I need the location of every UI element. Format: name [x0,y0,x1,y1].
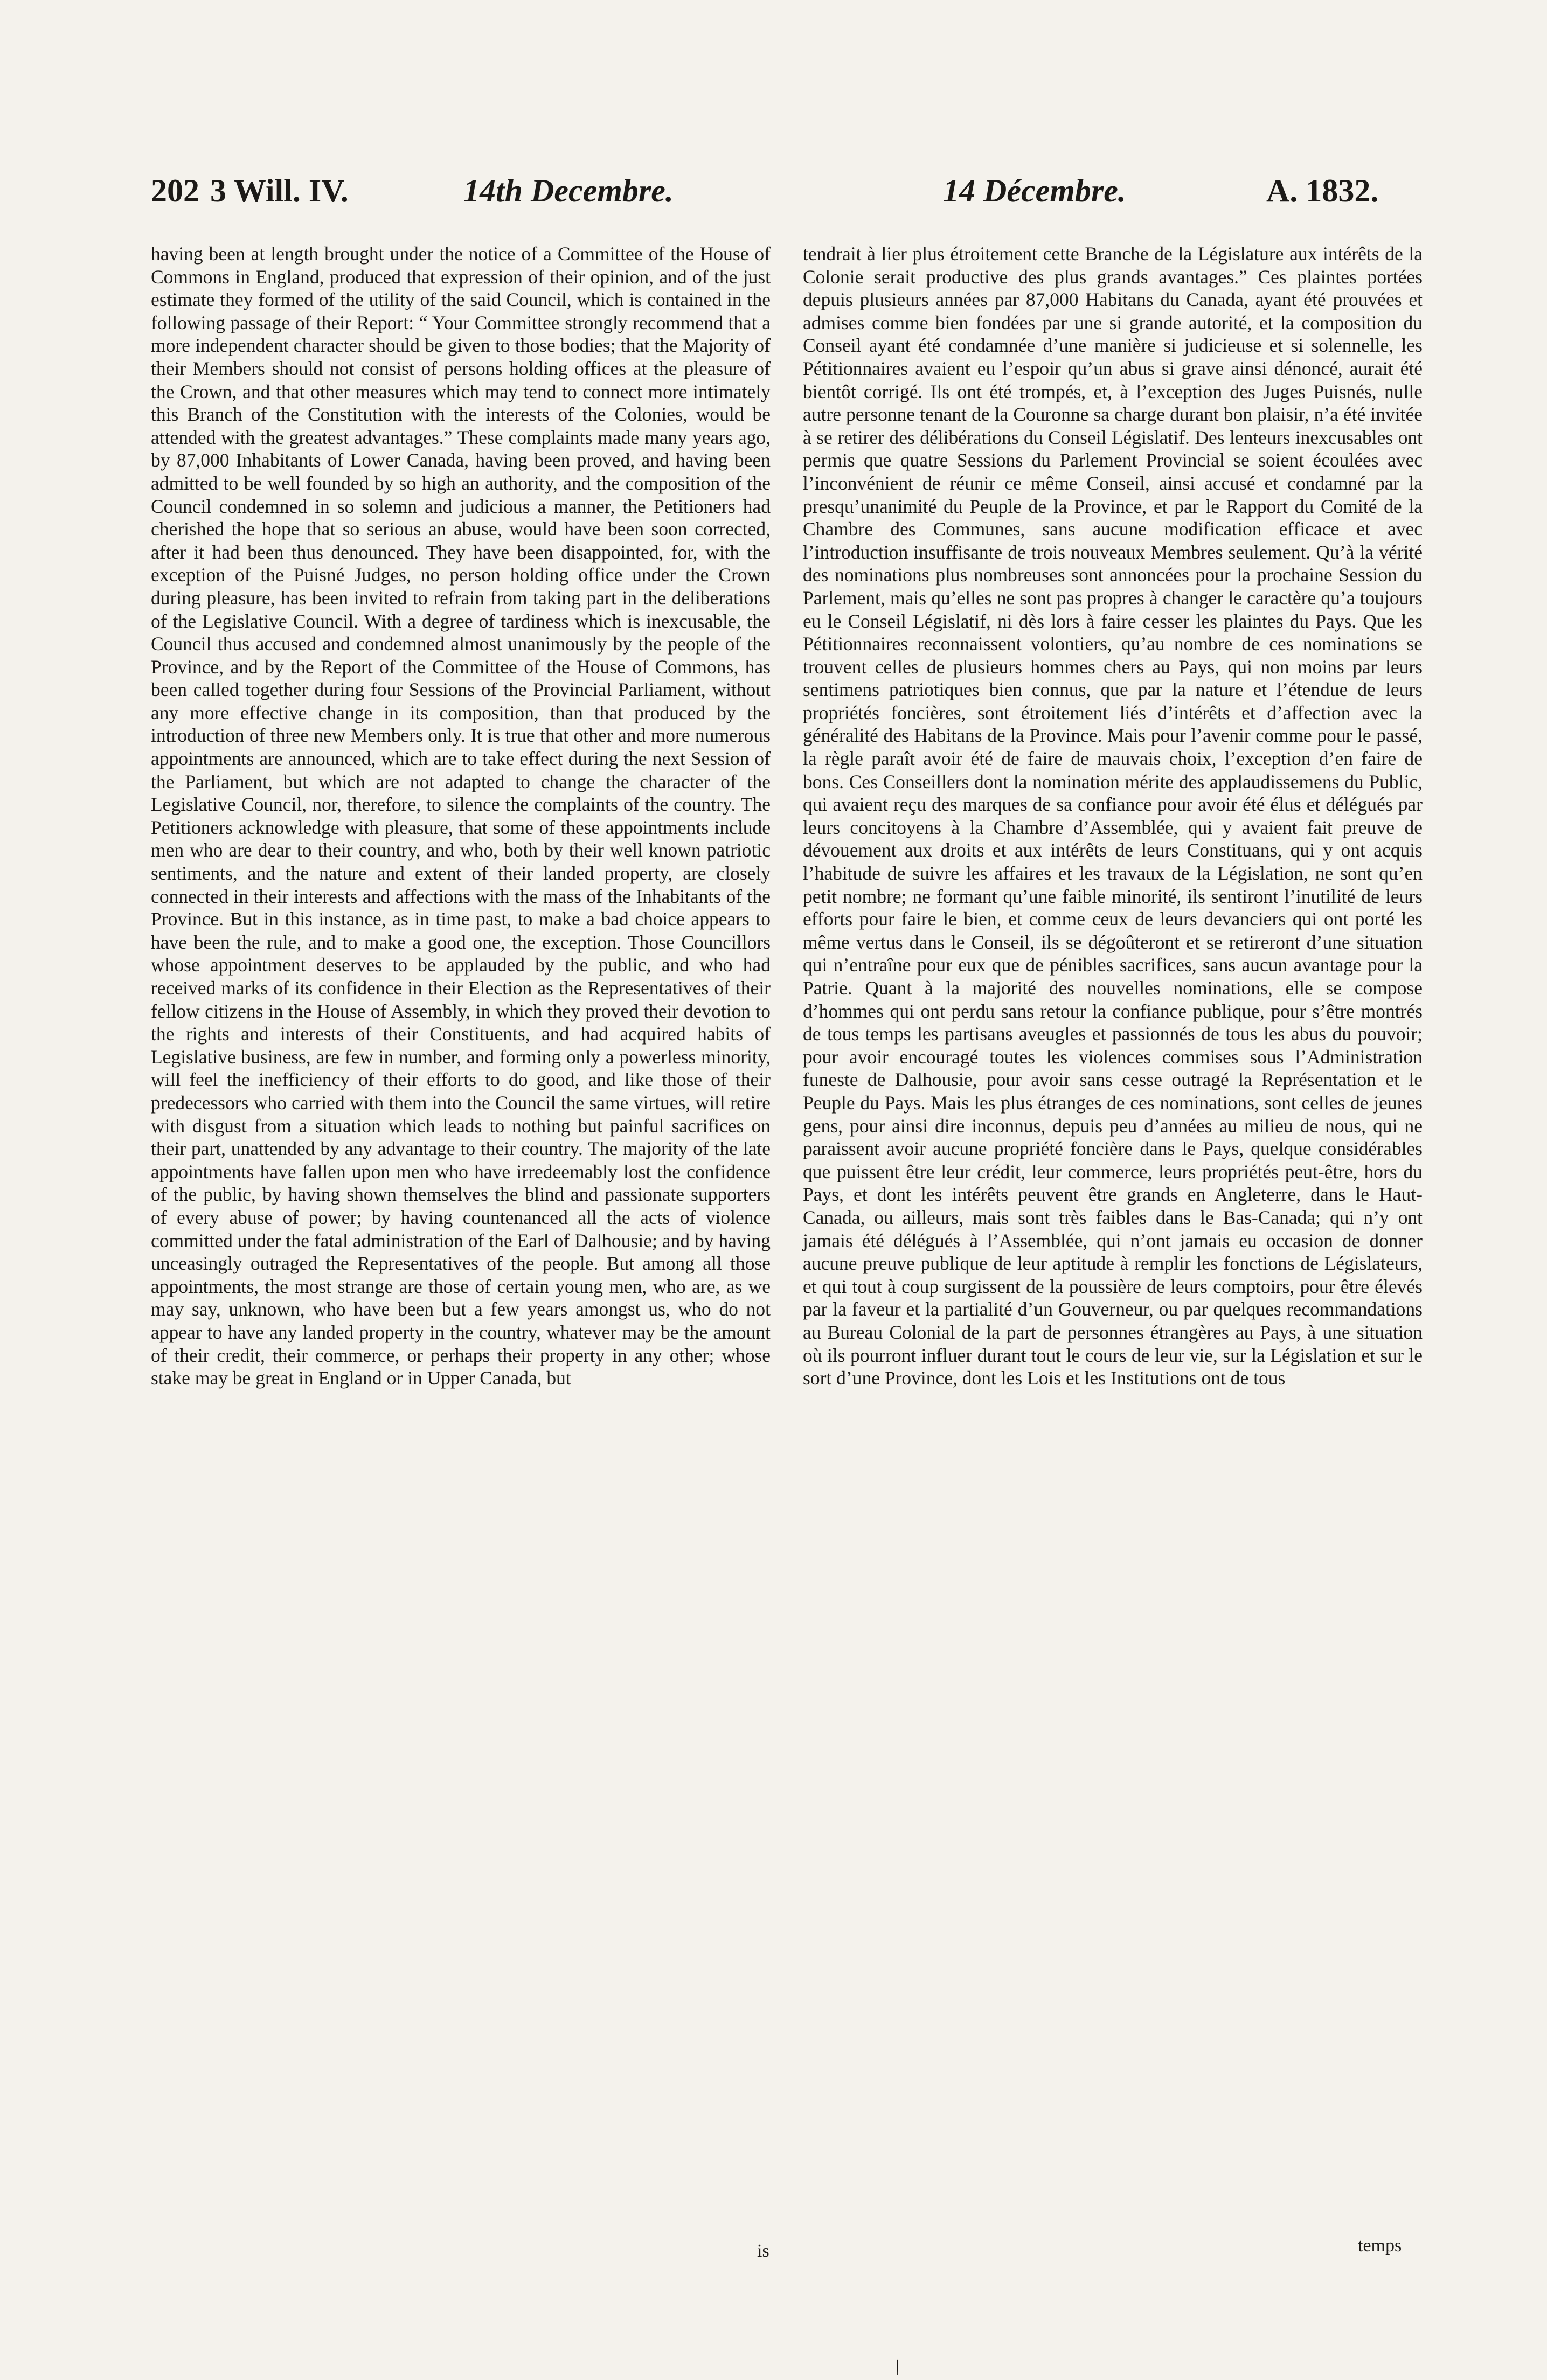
document-page [151,162,1439,2379]
year: A. 1832. [1266,173,1379,208]
date-english: 14th Decembre. [463,173,674,208]
french-column [803,242,1423,1390]
english-paragraph: having been at length brought under the notice of a Committee of the House of Commons in England, produced that expression of their opinion, and of the just estimate they formed of the utility of the said Council, which is contained in the following passage of their Report: “ Your Committee strongly recommend that a more independent character should be given to those bodies; that the Majority of their Members should not consist of persons holding offices at the pleasure of the Crown, and that other measures which may tend to connect more intimately this Branch of the Constitution with the interests of the Colonies, would be attended with the greatest advantages.” These complaints made many years ago, by 87,000 Inhabitants of Lower Canada, having been proved, and having been admitted to be well founded by so high an authority, and the composition of the Council condemned in so solemn and judicious a manner, the Petitioners had cherished the hope that so serious an abuse, would have been soon corrected, after it had been thus denounced. They have been disappointed, for, with the exception of the Puisné Judges, no person holding office under the Crown during pleasure, has been invited to refrain from taking part in the deliberations of the Legislative Council. With a degree of tardiness which is inexcusable, the Council thus accused and condemned almost unanimously by the people of the Province, and by the Report of the Committee of the House of Commons, has been called together during four Sessions of the Provincial Parliament, without any more effective change in its composition, than that produced by the introduction of three new Members only. It is true that other and more numerous appointments are announced, which are to take effect during the next Session of the Parliament, but which are not adapted to change the character of the Legislative Council, nor, therefore, to silence the complaints of the country. The Petitioners acknowledge with pleasure, that some of these appointments include men who are dear to their country, and who, both by their well known patriotic sentiments, and the nature and extent of their landed property, are closely connected in their interests and affections with the mass of the Inhabitants of the Province. But in this instance, as in time past, to make a bad choice appears to have been the rule, and to make a good one, the exception. Those Councillors whose appointment deserves to be applauded by the public, and who had received marks of its confidence in their Election as the Representatives of their fellow citizens in the House of Assembly, in which they proved their devotion to the rights and interests of their Constituents, and had acquired habits of Legislative business, are few in number, and forming only a powerless minority, will feel the inefficiency of their efforts to do good, and like those of their predecessors who carried with them into the Council the same virtues, will retire with disgust from a situation which leads to nothing but painful sacrifices on their part, unattended by any advantage to their country. The majority of the late appointments have fallen upon men who have irredeemably lost the confidence of the public, by having shown themselves the blind and passionate supporters of every abuse of power; by having countenanced all the acts of violence committed under the fatal administration of the Earl of Dalhousie; and by having unceasingly outraged the Representatives of the people. But among all those appointments, the most strange are those of certain young men, who are, as we may say, unknown, who have been but a few years amongst us, who do not appear to have any landed property in the country, whatever may be the amount of their credit, their commerce, or perhaps their property in any other; whose stake may be great in England or in Upper Canada, but [151,243,771,1389]
english-catchword: is [757,2241,769,2261]
regnal-year: 3 Will. IV. [210,173,349,208]
page-number: 202 [151,173,199,208]
french-catchword: temps [1358,2236,1402,2256]
english-column [151,242,771,1390]
running-header [151,162,1439,221]
date-french: 14 Décembre. [943,173,1126,208]
french-paragraph: tendrait à lier plus étroitement cette Branche de la Législature aux intérêts de la Colonie serait productive des plus grands avantages.” Ces plaintes portées depuis plusieurs années par 87,000 Habitans du Canada, ayant été prouvées et admises comme bien fondées par une si grande autorité, et la composition du Conseil ayant été condamnée d’une manière si judicieuse et si solennelle, les Pétitionnaires avaient eu l’espoir qu’un abus si grave ainsi dénoncé, aurait été bientôt corrigé. Ils ont été trompés, et, à l’exception des Juges Puisnés, nulle autre personne tenant de la Couronne sa charge durant bon plaisir, n’a été invitée à se retirer des délibérations du Conseil Législatif. Des lenteurs inexcusables ont permis que quatre Sessions du Parlement Provincial se soient écoulées avec l’inconvénient de réunir ce même Conseil, ainsi accusé et condamné par la presqu’unanimité du Peuple de la Province, et par le Rapport du Comité de la Chambre des Communes, sans aucune modification efficace et avec l’introduction insuffisante de trois nouveaux Membres seulement. Qu’à la vérité des nominations plus nombreuses sont annoncées pour la prochaine Session du Parlement, mais qu’elles ne sont pas propres à changer le caractère qu’a toujours eu le Conseil Législatif, ni dès lors à faire cesser les plaintes du Pays. Que les Pétitionnaires reconnaissent volontiers, qu’au nombre de ces nominations se trouvent celles de plusieurs hommes chers au Pays, qui non moins par leurs sentimens patriotiques bien connus, que par la nature et l’étendue de leurs propriétés foncières, sont étroitement liés d’intérêts et d’affection avec la généralité des Habitans de la Province. Mais pour l’avenir comme pour le passé, la règle paraît avoir été de faire de mauvais choix, l’exception d’en faire de bons. Ces Conseillers dont la nomination mérite des applaudissemens du Public, qui avaient reçu des marques de sa confiance pour avoir été élus et délégués par leurs concitoyens à la Chambre d’Assemblée, qui y avaient fait preuve de dévouement aux droits et aux intérêts de leurs Constituans, qui y ont acquis l’habitude de suivre les affaires et les travaux de la Législation, ne sont qu’en petit nombre; ne formant qu’une faible minorité, ils sentiront l’inutilité de leurs efforts pour faire le bien, et comme ceux de leurs devanciers qui ont porté les même vertus dans le Conseil, ils se dégoûteront et se retireront d’une situation qui n’entraîne pour eux que de pénibles sacrifices, sans aucun avantage pour la Patrie. Quant à la majorité des nouvelles nominations, elle se compose d’hommes qui ont perdu sans retour la confiance publique, pour s’être montrés de tous temps les partisans aveugles et passionnés de tous les abus du pouvoir; pour avoir encouragé toutes les violences commises sous l’Administration funeste de Dalhousie, pour avoir sans cesse outragé la Représentation et le Peuple du Pays. Mais les plus étranges de ces nominations, sont celles de jeunes gens, pour ainsi dire inconnus, depuis peu d’années au milieu de nous, qui ne paraissent avoir aucune propriété foncière dans le Pays, quelque considérables que puissent être leur crédit, leur commerce, leurs propriétés peut-être, hors du Pays, et dont les intérêts peuvent être grands en Angleterre, dans le Haut-Canada, ou ailleurs, mais sont très faibles dans le Bas-Canada; qui n’y ont jamais été délégués à l’Assemblée, qui n’ont jamais eu occasion de donner aucune preuve publique de leur aptitude à remplir les fonctions de Législateurs, et qui tout à coup surgissent de la poussière de leurs comptoirs, pour être élevés par la faveur et la partialité d’un Gouverneur, ou par quelques recommandations au Bureau Colonial de la part de personnes étrangères au Pays, à une situation où ils pourront influer durant tout le cours de leur vie, sur la Législation et sur le sort d’une Province, dont les Lois et les Institutions ont de tous [803,243,1423,1389]
margin-mark: / [890,2354,905,2379]
